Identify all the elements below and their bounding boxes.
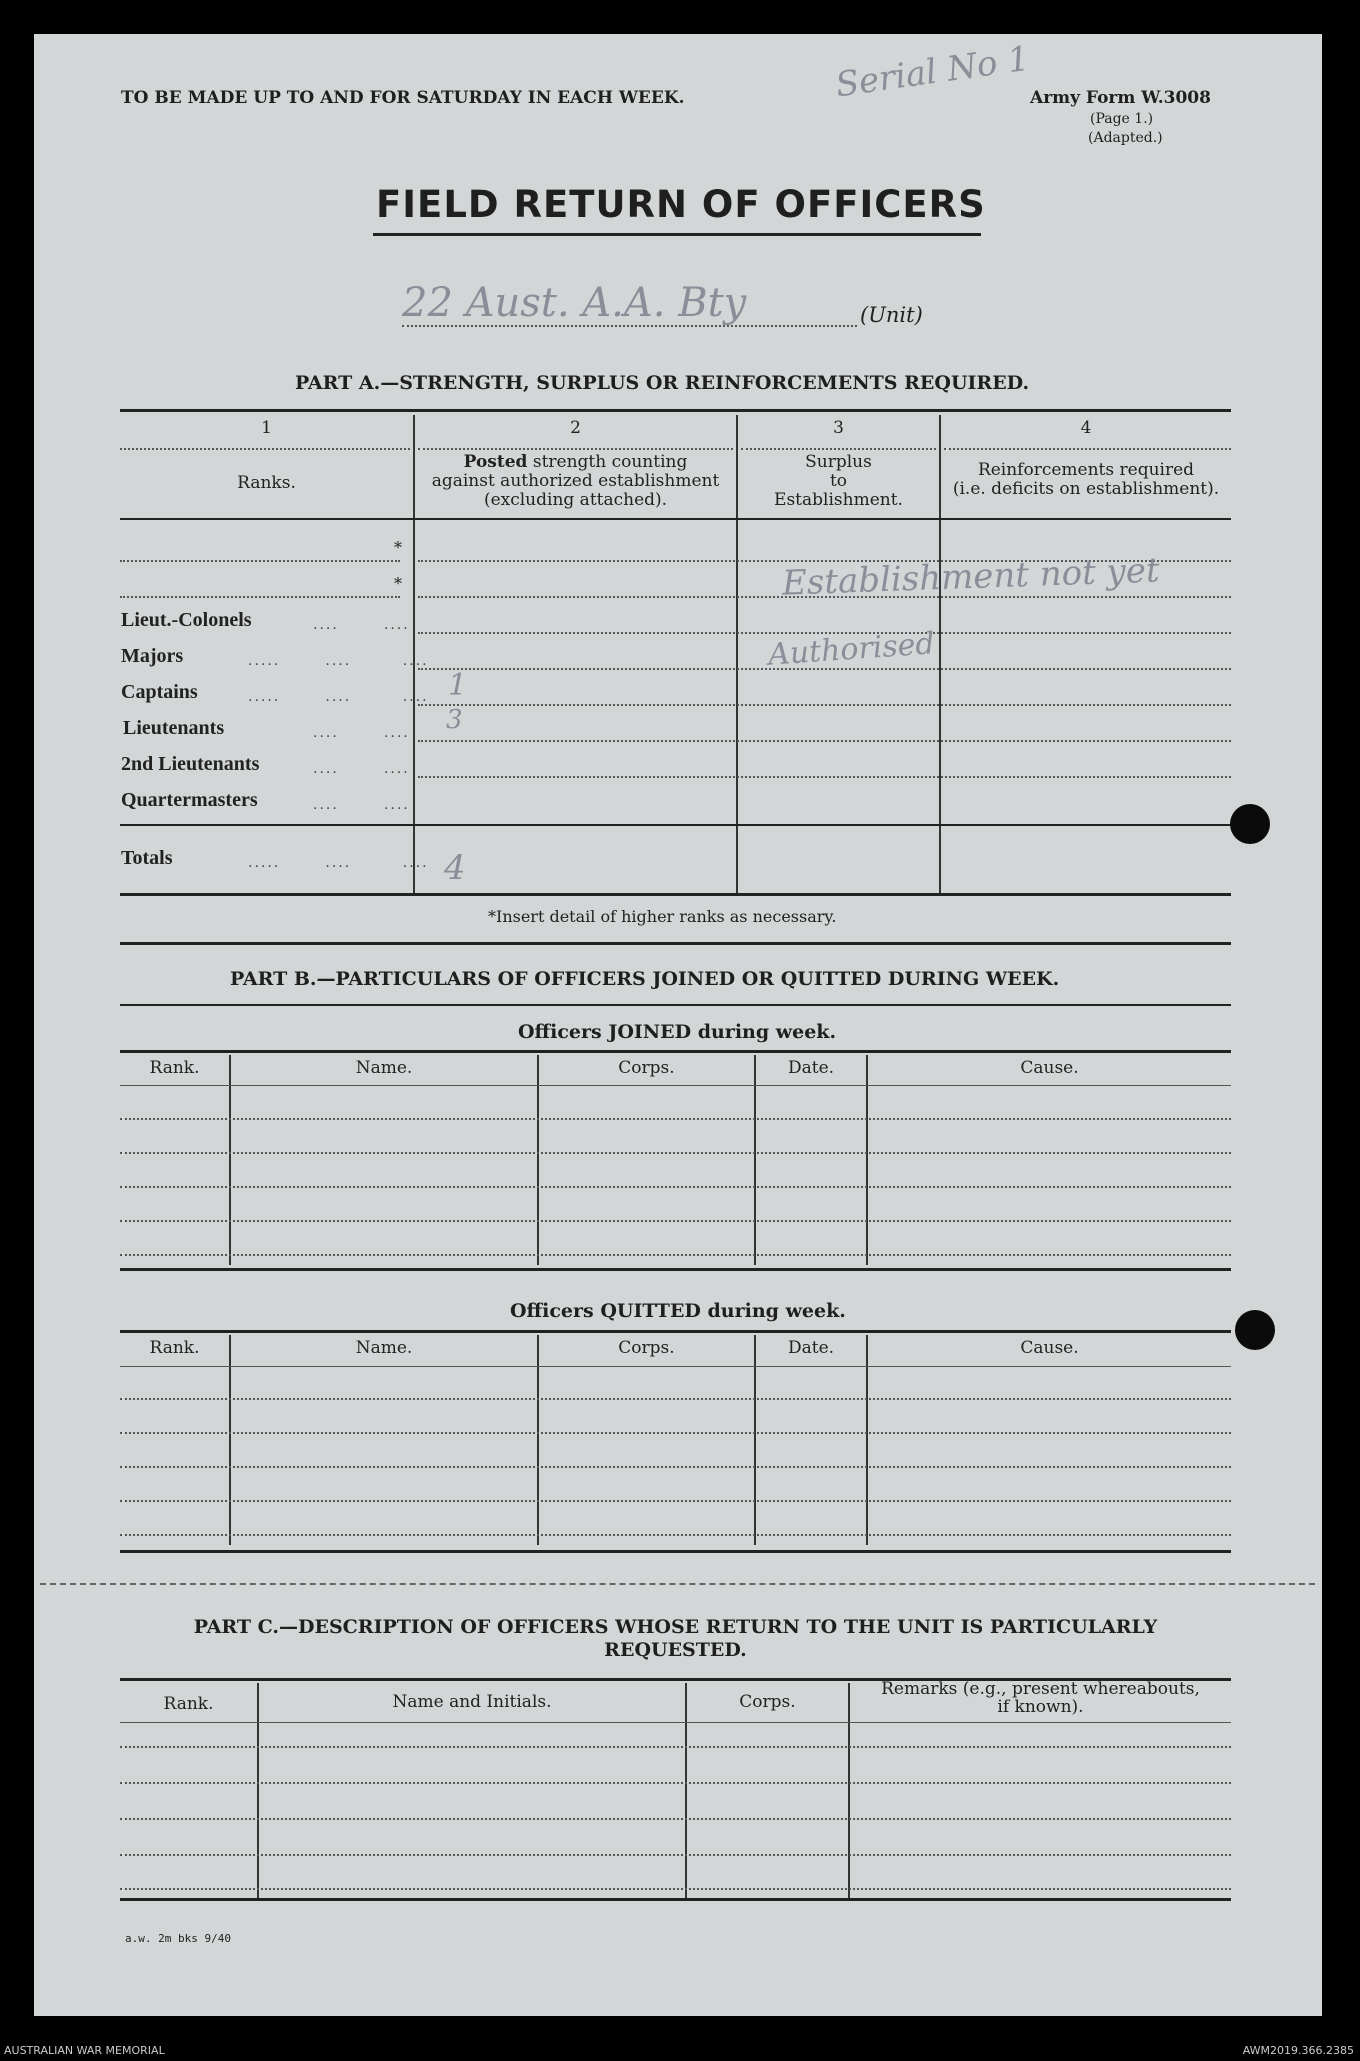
rank-leader-dots: ..... .... .... xyxy=(248,689,429,705)
quitted-col-date: Date. xyxy=(787,1338,835,1358)
rank-lieut-colonels: Lieut.-Colonels xyxy=(121,609,252,631)
archive-footer-left: AUSTRALIAN WAR MEMORIAL xyxy=(4,2044,165,2057)
quitted-col-cause: Cause. xyxy=(1020,1338,1079,1358)
rank-leader-dots: .... .... xyxy=(313,725,410,741)
part-a-row-line xyxy=(120,560,400,562)
col3-header-line1: Surplus xyxy=(805,452,872,472)
quitted-col-rank: Rank. xyxy=(149,1338,200,1358)
col4-header-line2: (i.e. deficits on establishment). xyxy=(952,479,1220,499)
part-c-remarks-line2: if known). xyxy=(997,1697,1084,1717)
rank-majors: Majors xyxy=(121,645,184,667)
part-b-heading-rule xyxy=(120,1004,1231,1006)
col-num-2: 2 xyxy=(570,418,581,438)
rank-leader-dots: ..... .... .... xyxy=(248,653,429,669)
joined-col-divider xyxy=(229,1055,231,1265)
print-code: a.w. 2m bks 9/40 xyxy=(125,1932,231,1945)
unit-label: (Unit) xyxy=(860,303,923,327)
part-a-row-line xyxy=(418,740,1231,742)
part-a-star-line xyxy=(120,596,400,598)
col4-header xyxy=(941,461,1231,499)
part-c-col-corps: Corps. xyxy=(739,1692,796,1712)
col-num-3: 3 xyxy=(833,418,844,438)
col-num-4: 4 xyxy=(1080,418,1092,438)
joined-col-name: Name. xyxy=(355,1058,413,1078)
totals-value: 4 xyxy=(444,848,466,888)
captains-posted-value: 1 xyxy=(448,668,468,703)
unit-handwritten: 22 Aust. A.A. Bty xyxy=(402,280,747,326)
part-c-col-rank: Rank. xyxy=(163,1694,214,1714)
rank-leader-dots: .... .... xyxy=(313,617,410,633)
page-title: FIELD RETURN OF OFFICERS xyxy=(376,183,986,226)
col2-header-line2: against authorized establishment xyxy=(431,471,720,491)
col3-header-line2: to xyxy=(829,471,848,491)
star-mark-2: * xyxy=(394,574,402,593)
joined-col-divider xyxy=(866,1055,868,1265)
part-c-remarks-line1: Remarks (e.g., present whereabouts, xyxy=(881,1679,1200,1699)
handwritten-serial: Serial No 1 xyxy=(833,38,1032,106)
rank-2nd-lieutenants: 2nd Lieutenants xyxy=(121,753,260,775)
joined-top-rule xyxy=(120,1050,1231,1053)
joined-col-date: Date. xyxy=(787,1058,835,1078)
totals-leader-dots: ..... .... .... xyxy=(248,855,429,871)
col4-header-line1: Reinforcements required xyxy=(977,460,1195,480)
part-a-bottom-rule xyxy=(120,893,1231,896)
part-c-row-line xyxy=(120,1888,1231,1890)
part-c-row-line xyxy=(120,1746,1231,1748)
joined-header-rule xyxy=(120,1085,1231,1086)
lieutenants-posted-value: 3 xyxy=(446,705,463,735)
quitted-row-line xyxy=(120,1432,1231,1434)
joined-col-corps: Corps. xyxy=(618,1058,675,1078)
star-mark-1: * xyxy=(394,538,402,557)
quitted-top-rule xyxy=(120,1330,1231,1333)
col2-header-rest: strength counting xyxy=(532,452,688,472)
punch-hole-top xyxy=(1230,804,1270,844)
handwritten-note-line1: Establishment not yet xyxy=(781,550,1161,604)
part-c-heading xyxy=(120,1616,1231,1662)
part-a-end-rule xyxy=(120,942,1231,945)
joined-col-divider xyxy=(537,1055,539,1265)
part-a-totals-rule xyxy=(120,824,1231,826)
totals-label: Totals xyxy=(121,847,173,869)
form-id: Army Form W.3008 xyxy=(1030,88,1211,108)
joined-row-line xyxy=(120,1152,1231,1154)
quitted-bottom-rule xyxy=(120,1550,1231,1553)
part-c-col-divider xyxy=(257,1683,259,1901)
part-a-row-line xyxy=(418,776,1231,778)
form-adapted: (Adapted.) xyxy=(1088,130,1163,146)
unit-dotted-line xyxy=(402,325,857,327)
part-a-header-dots-2 xyxy=(418,448,733,450)
archive-footer-right: AWM2019.366.2385 xyxy=(1242,2044,1354,2057)
handwritten-note-line2: Authorised xyxy=(766,626,936,673)
rank-captains: Captains xyxy=(121,681,198,703)
quitted-row-line xyxy=(120,1534,1231,1536)
part-a-top-rule xyxy=(120,409,1231,412)
rank-leader-dots: .... .... xyxy=(313,761,410,777)
col3-header xyxy=(738,453,939,510)
joined-title: Officers JOINED during week. xyxy=(518,1021,837,1043)
rank-quartermasters: Quartermasters xyxy=(121,789,258,811)
part-c-row-line xyxy=(120,1782,1231,1784)
joined-row-line xyxy=(120,1186,1231,1188)
col2-header-line3: (excluding attached). xyxy=(483,490,668,510)
joined-row-line xyxy=(120,1118,1231,1120)
joined-row-line xyxy=(120,1220,1231,1222)
part-c-bottom-rule xyxy=(120,1898,1231,1901)
quitted-title: Officers QUITTED during week. xyxy=(510,1300,846,1322)
part-c-heading-line2: REQUESTED. xyxy=(604,1639,747,1661)
col1-header: Ranks. xyxy=(237,473,296,493)
quitted-row-line xyxy=(120,1398,1231,1400)
part-a-row-line xyxy=(418,704,1231,706)
col2-header xyxy=(415,453,736,510)
rank-lieutenants: Lieutenants xyxy=(123,717,225,739)
joined-row-line xyxy=(120,1254,1231,1256)
part-c-col-divider xyxy=(685,1683,687,1901)
part-b-heading: PART B.—PARTICULARS OF OFFICERS JOINED OR QUITTED DURING WEEK. xyxy=(230,968,1060,990)
quitted-col-corps: Corps. xyxy=(618,1338,675,1358)
quitted-row-line xyxy=(120,1466,1231,1468)
punch-hole-bottom xyxy=(1235,1310,1275,1350)
perforation-line xyxy=(40,1583,1315,1585)
joined-bottom-rule xyxy=(120,1268,1231,1271)
part-a-header-dots-3 xyxy=(741,448,936,450)
quitted-header-rule xyxy=(120,1366,1231,1367)
part-c-row-line xyxy=(120,1818,1231,1820)
instruction-text: TO BE MADE UP TO AND FOR SATURDAY IN EACH WEEK. xyxy=(121,88,685,108)
part-a-footnote: *Insert detail of higher ranks as necessary. xyxy=(488,907,837,926)
title-underline xyxy=(373,233,981,236)
joined-col-divider xyxy=(754,1055,756,1265)
form-page: (Page 1.) xyxy=(1090,111,1154,127)
col3-header-line3: Establishment. xyxy=(774,490,903,510)
part-c-heading-line1: PART C.—DESCRIPTION OF OFFICERS WHOSE RETURN TO THE UNIT IS PARTICULARLY xyxy=(193,1616,1158,1638)
part-a-header-dots-1 xyxy=(120,448,410,450)
rank-leader-dots: .... .... xyxy=(313,797,410,813)
part-a-header-rule xyxy=(120,518,1231,520)
part-c-row-line xyxy=(120,1854,1231,1856)
part-a-heading: PART A.—STRENGTH, SURPLUS OR REINFORCEMENTS REQUIRED. xyxy=(295,372,1030,394)
part-a-header-dots-4 xyxy=(944,448,1231,450)
col2-header-bold: Posted xyxy=(463,452,528,472)
part-c-col-name: Name and Initials. xyxy=(392,1692,552,1712)
quitted-row-line xyxy=(120,1500,1231,1502)
joined-col-cause: Cause. xyxy=(1020,1058,1079,1078)
joined-col-rank: Rank. xyxy=(149,1058,200,1078)
quitted-col-name: Name. xyxy=(355,1338,413,1358)
col-num-1: 1 xyxy=(261,418,272,438)
part-c-header-rule xyxy=(120,1722,1231,1723)
part-c-col-remarks xyxy=(850,1680,1231,1716)
